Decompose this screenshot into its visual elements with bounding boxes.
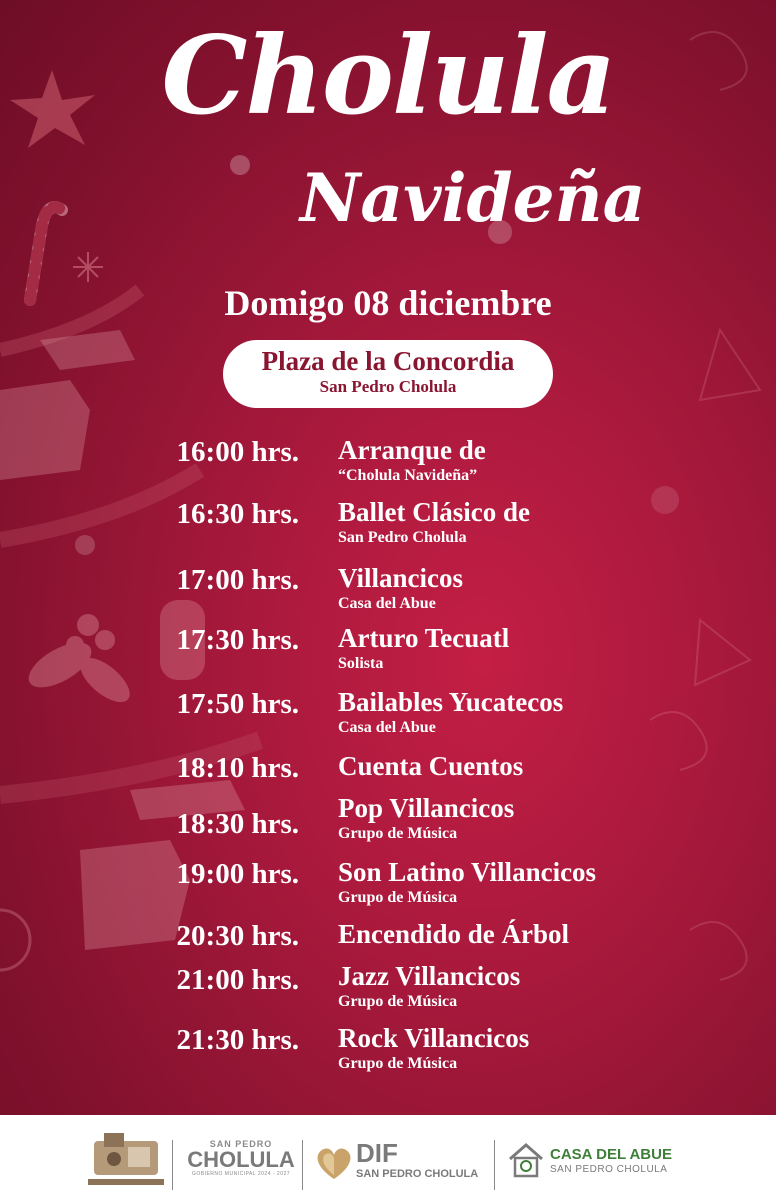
dif-logo-sub: SAN PEDRO CHOLULA: [356, 1168, 479, 1180]
casa-abue-logo: [550, 1147, 672, 1175]
schedule-act: Ballet Clásico de: [338, 497, 530, 527]
holly-icon: [22, 614, 137, 710]
sparkle-icon: [73, 252, 103, 282]
casa-abue-logo-sub: SAN PEDRO CHOLULA: [550, 1164, 668, 1175]
schedule-performer: Grupo de Música: [338, 1055, 458, 1072]
divider: [494, 1140, 495, 1190]
schedule-performer: Casa del Abue: [338, 595, 436, 612]
schedule-performer: Solista: [338, 655, 384, 672]
schedule-time: 16:00 hrs.: [176, 436, 299, 468]
schedule-time: 21:00 hrs.: [176, 964, 299, 996]
schedule-performer: San Pedro Cholula: [338, 529, 467, 546]
ornament-icon: [0, 910, 30, 970]
sponsor-footer: [0, 1115, 776, 1200]
schedule-act: Encendido de Árbol: [338, 919, 570, 949]
schedule-performer: Grupo de Música: [338, 889, 458, 906]
schedule-time: 18:30 hrs.: [176, 808, 299, 840]
aztec-emblem-icon: [86, 1131, 166, 1189]
schedule-act: Arranque de: [338, 435, 486, 465]
venue-name: Plaza de la Concordia: [261, 346, 515, 376]
divider: [302, 1140, 303, 1190]
venue-city: San Pedro Cholula: [319, 376, 457, 396]
schedule-time: 19:00 hrs.: [176, 858, 299, 890]
schedule-act: Pop Villancicos: [338, 793, 515, 823]
casa-abue-logo-main: CASA DEL ABUE: [550, 1146, 672, 1163]
schedule-performer: “Cholula Navideña”: [338, 467, 478, 484]
cholula-logo: [186, 1139, 296, 1177]
schedule-performer: Casa del Abue: [338, 719, 436, 736]
event-date: Domigo 08 diciembre: [224, 283, 552, 323]
dif-logo: [356, 1140, 478, 1180]
schedule-time: 17:50 hrs.: [176, 688, 299, 720]
dif-heart-icon: [314, 1145, 354, 1181]
event-title: Cholula: [161, 13, 615, 139]
cholula-logo-main: CHOLULA: [187, 1147, 295, 1172]
schedule-time: 16:30 hrs.: [176, 498, 299, 530]
divider: [172, 1140, 173, 1190]
schedule-act: Son Latino Villancicos: [338, 857, 597, 887]
schedule-time: 18:10 hrs.: [176, 752, 299, 784]
schedule-time: 17:00 hrs.: [176, 564, 299, 596]
schedule-act: Arturo Tecuatl: [338, 623, 510, 653]
event-subtitle: Navideña: [300, 159, 646, 237]
cholula-logo-top: SAN PEDRO: [209, 1139, 273, 1149]
schedule-performer: Grupo de Música: [338, 825, 458, 842]
schedule-act: Bailables Yucatecos: [338, 687, 564, 717]
schedule-act: Jazz Villancicos: [338, 961, 521, 991]
dif-logo-main: DIF: [356, 1138, 398, 1168]
cholula-logo-sub: GOBIERNO MUNICIPAL 2024 - 2027: [191, 1171, 291, 1177]
schedule-performer: Grupo de Música: [338, 993, 458, 1010]
house-icon: [506, 1139, 546, 1179]
schedule-act: Villancicos: [338, 563, 463, 593]
schedule-time: 21:30 hrs.: [176, 1024, 299, 1056]
schedule-act: Cuenta Cuentos: [338, 751, 524, 781]
schedule-time: 17:30 hrs.: [176, 624, 299, 656]
schedule-time: 20:30 hrs.: [176, 920, 299, 952]
venue-badge: [223, 340, 553, 408]
schedule-act: Rock Villancicos: [338, 1023, 530, 1053]
